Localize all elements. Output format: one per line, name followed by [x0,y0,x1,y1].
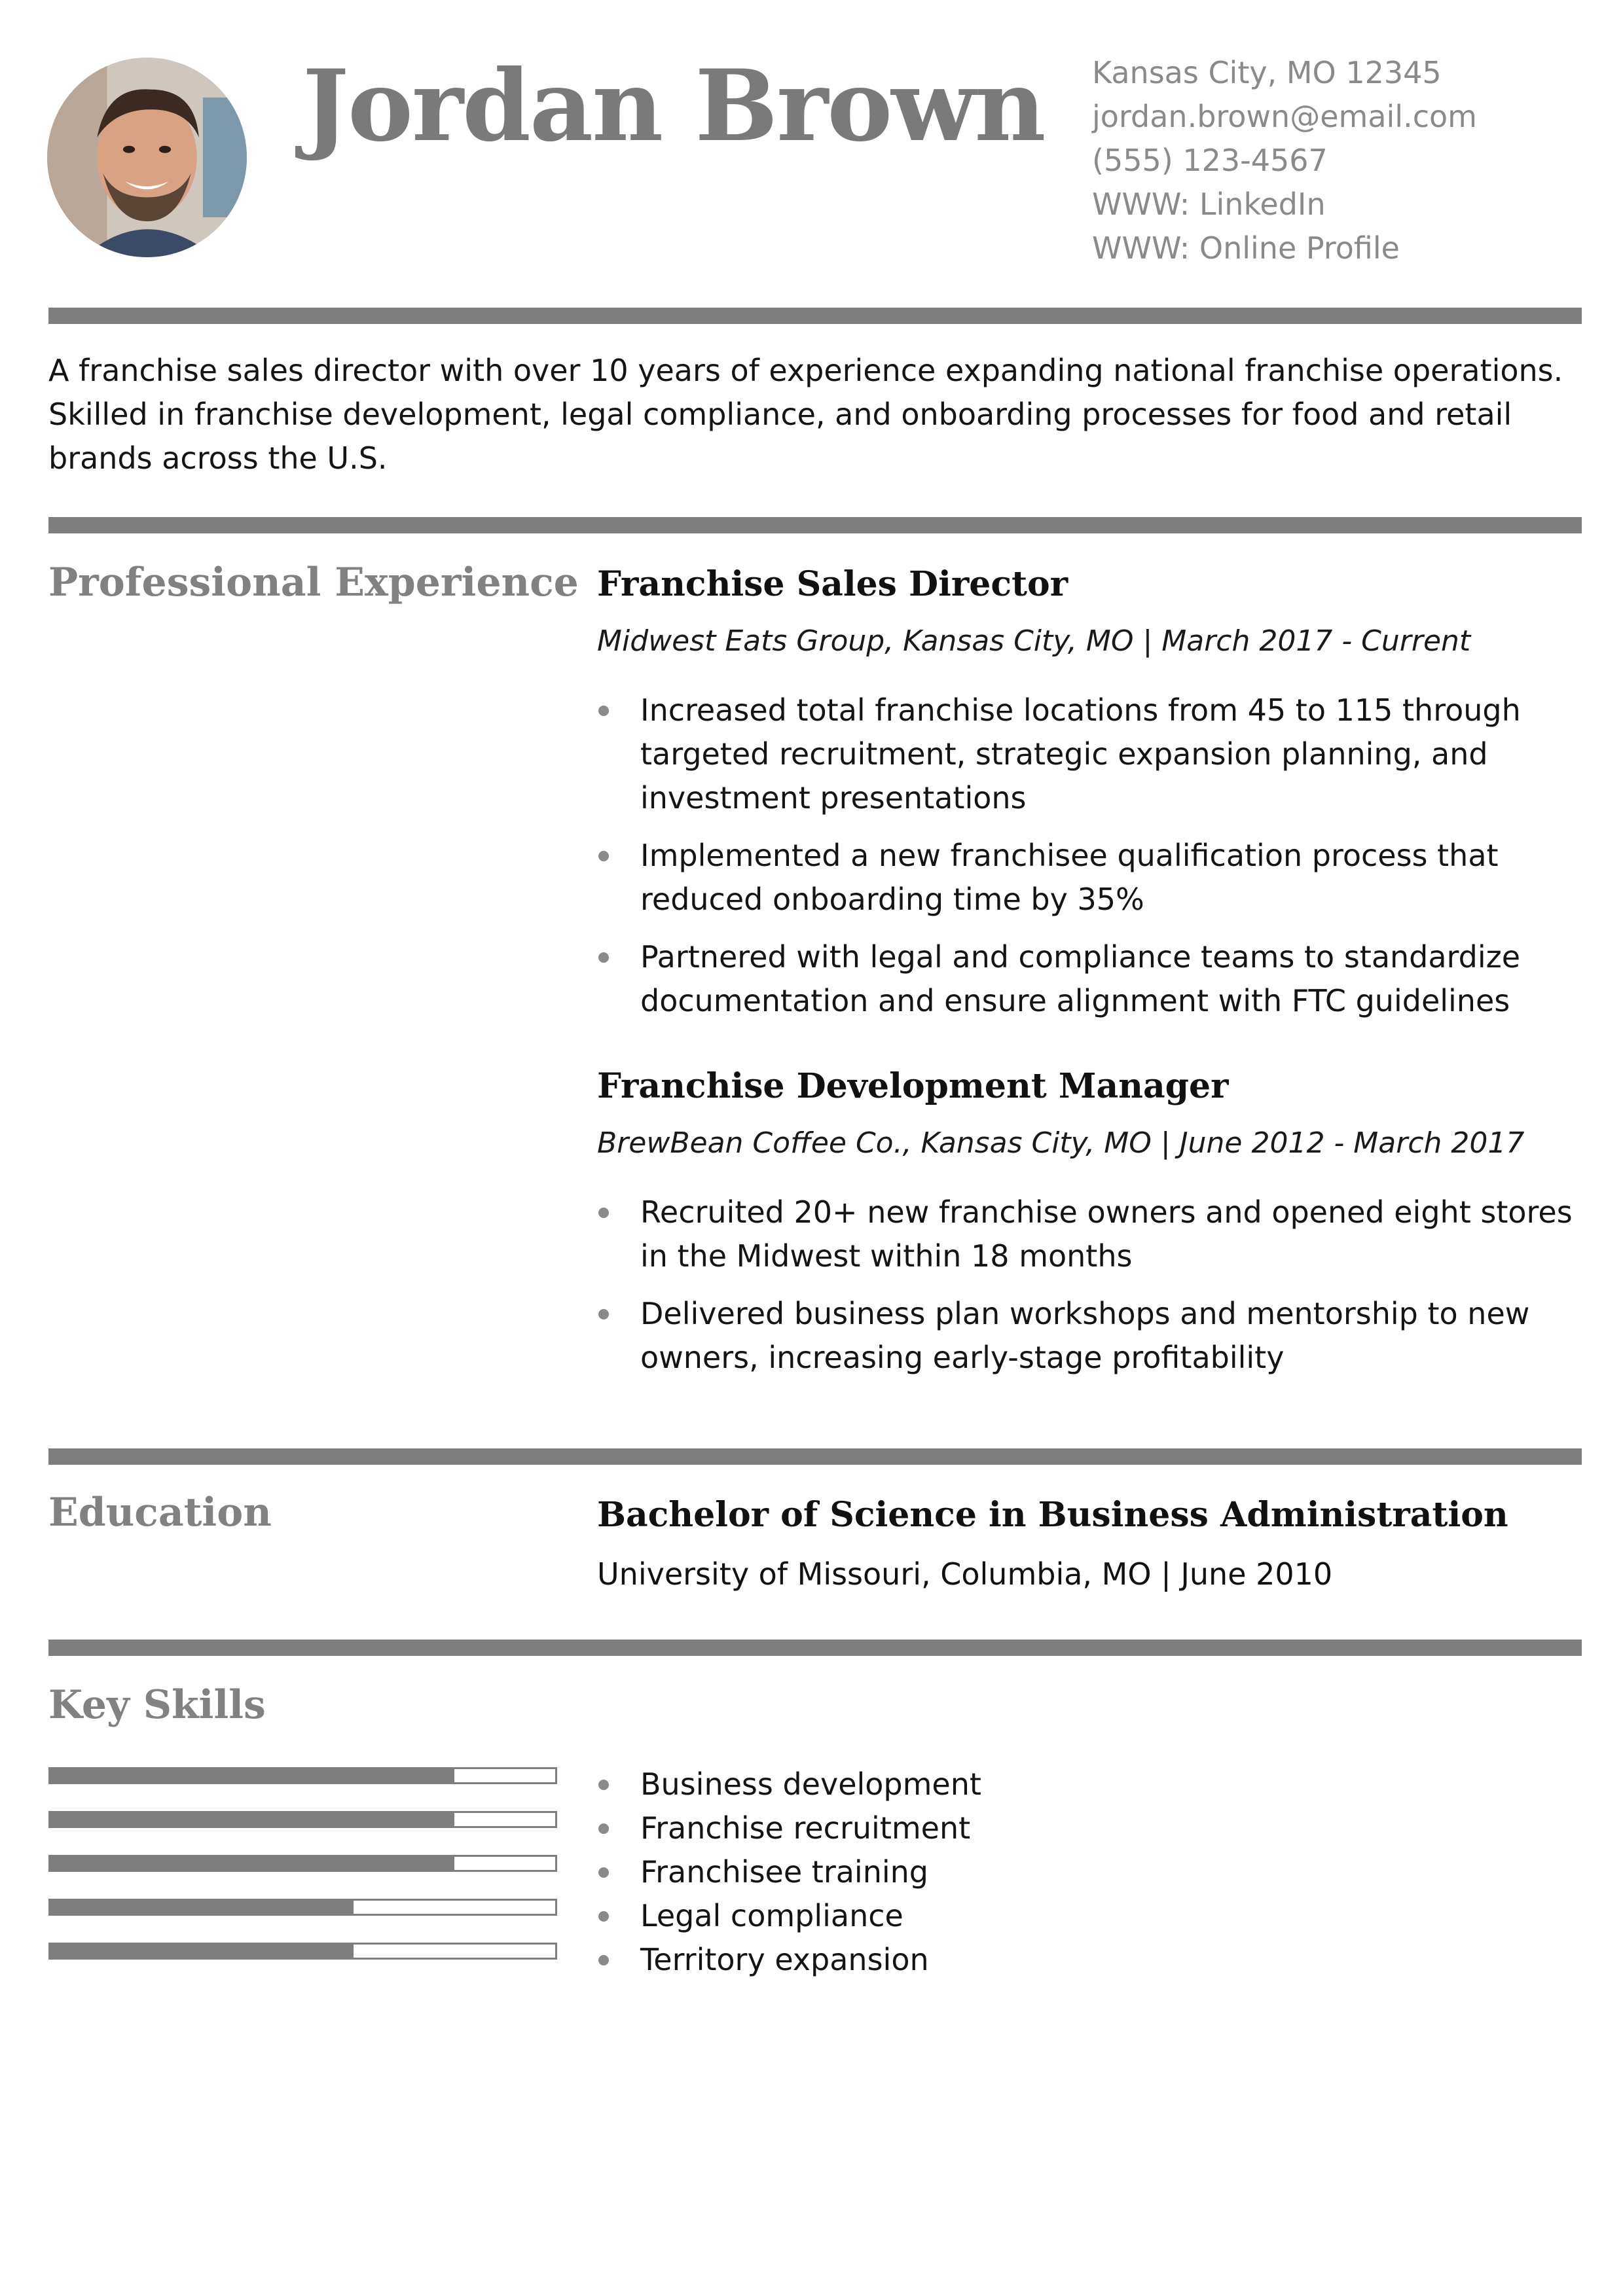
divider [48,308,1582,324]
job-title: Franchise Development Manager [597,1066,1229,1106]
skill-level-fill [50,1857,454,1870]
skill-item: Business development [597,1763,981,1806]
skill-level-bar [48,1899,557,1916]
job-bullets [597,689,1586,1023]
skill-item: Franchisee training [597,1850,981,1894]
skill-level-bar [48,1943,557,1960]
skill-level-fill [50,1769,454,1782]
skill-level-bar [48,1767,557,1784]
summary-text: A franchise sales director with over 10 years of experience expanding national franchise operations. Skilled in franchise development, legal compliance, and onboarding processes for food and retail brands across the U.S. [48,353,1563,476]
job-meta: BrewBean Coffee Co., Kansas City, MO | June 2012 - March 2017 [597,1126,1525,1160]
education-heading: Education [48,1490,272,1535]
job-entry [597,1064,1586,1380]
skill-level-fill [50,1813,454,1826]
bullet-item: Partnered with legal and compliance teams to standardize documentation and ensure alignment with FTC guidelines [597,935,1586,1023]
job-title: Franchise Sales Director [597,564,1068,604]
skills-heading: Key Skills [48,1682,266,1728]
bullet-item: Implemented a new franchisee qualification process that reduced onboarding time by 35% [597,834,1586,922]
divider [48,1640,1582,1656]
skill-bars [48,1767,557,1986]
skill-level-fill [50,1901,354,1914]
bullet-item: Increased total franchise locations from 45 to 115 through targeted recruitment, strategic expansion planning, and investment presentations [597,689,1586,820]
experience-section [597,562,1586,1393]
job-meta: Midwest Eats Group, Kansas City, MO | March 2017 - Current [597,624,1471,658]
skill-level-fill [50,1945,354,1958]
skill-level-bar [48,1855,557,1872]
school-info: University of Missouri, Columbia, MO | June 2010 [597,1556,1333,1592]
contact-email[interactable]: jordan.brown@email.com [1092,99,1477,134]
skill-item: Territory expansion [597,1938,981,1982]
skill-item: Legal compliance [597,1894,981,1938]
skills-list [597,1763,981,1982]
divider [48,517,1582,533]
contact-profile-link[interactable]: WWW: Online Profile [1092,230,1400,266]
job-bullets [597,1191,1586,1380]
bullet-item: Delivered business plan workshops and mentorship to new owners, increasing early-stage profitability [597,1292,1586,1380]
experience-heading: Professional Experience [48,560,579,605]
contact-block [1092,51,1590,270]
avatar [47,58,247,257]
profile-photo-icon [47,58,247,257]
contact-address: Kansas City, MO 12345 [1092,55,1442,90]
degree-title: Bachelor of Science in Business Administration [597,1495,1508,1535]
bullet-item: Recruited 20+ new franchise owners and opened eight stores in the Midwest within 18 months [597,1191,1586,1278]
contact-phone: (555) 123-4567 [1092,143,1328,178]
job-entry [597,562,1586,1023]
skill-item: Franchise recruitment [597,1806,981,1850]
skill-level-bar [48,1811,557,1828]
divider [48,1448,1582,1465]
contact-linkedin-link[interactable]: WWW: LinkedIn [1092,187,1326,222]
education-section [597,1492,1586,1596]
candidate-name: Jordan Brown [302,48,1045,164]
